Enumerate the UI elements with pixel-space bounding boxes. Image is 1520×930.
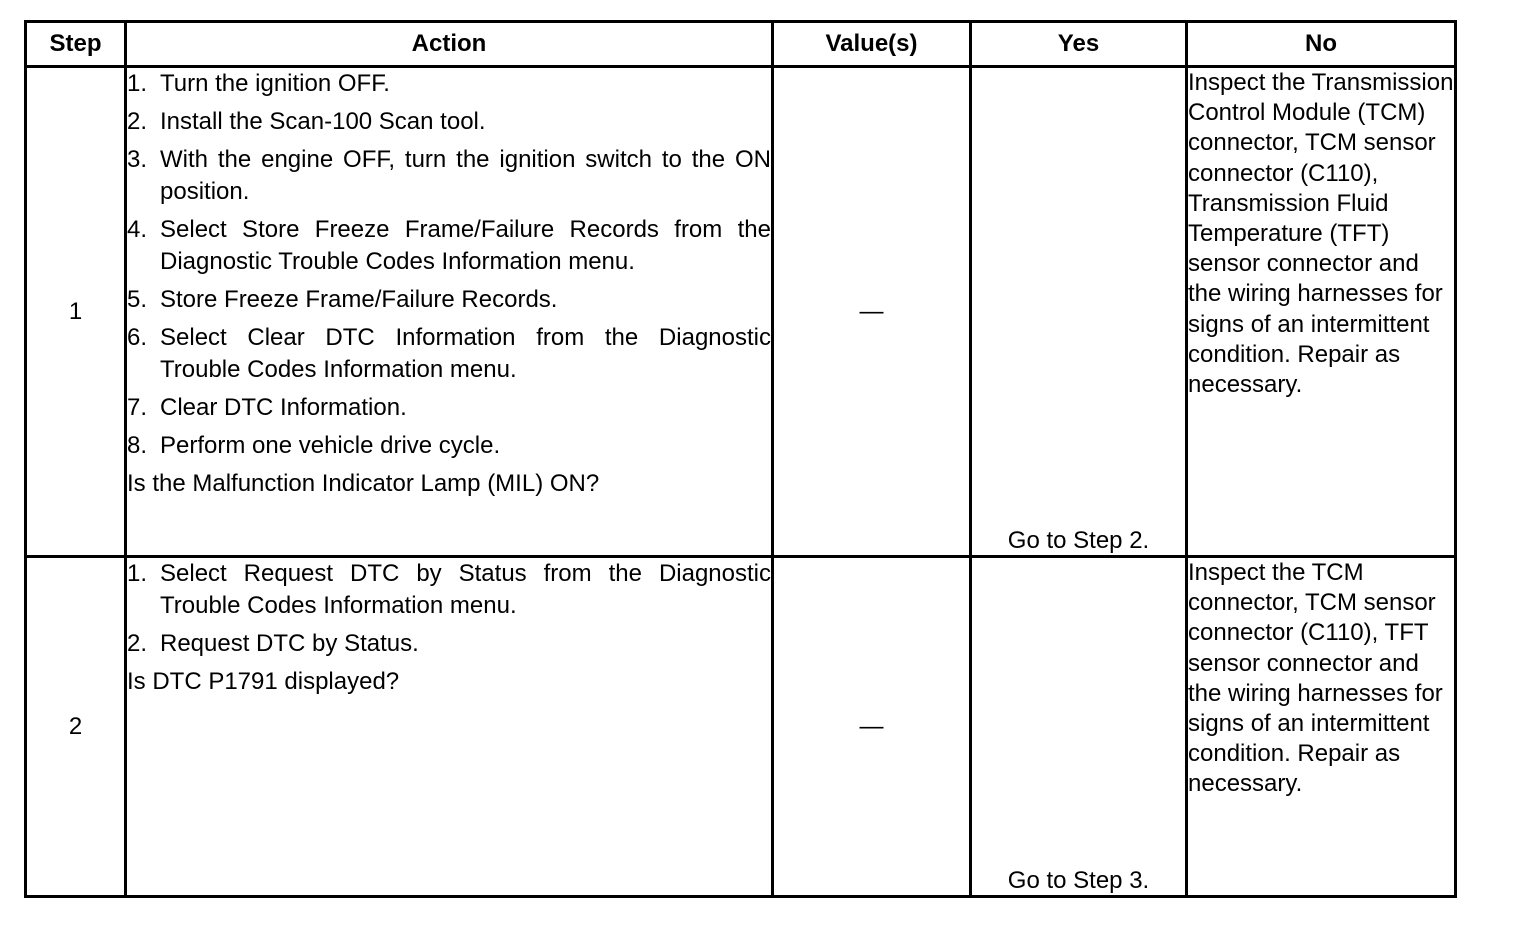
item-text: With the engine OFF, turn the ignition switch to the ON position. — [160, 146, 771, 205]
no-cell: Inspect the Transmission Control Module (TCM) connector, TCM sensor connector (C110), Transmission Fluid Temperature (TFT) sensor connector and the wiring harnesses for signs of an intermittent condition. Repair as necessary. — [1187, 67, 1456, 557]
item-number: 2. — [127, 630, 148, 657]
table-row — [26, 67, 1456, 557]
item-text: Perform one vehicle drive cycle. — [160, 432, 501, 459]
header-step: Step — [26, 22, 126, 67]
no-cell: Inspect the TCM connector, TCM sensor connector (C110), TFT sensor connector and the wiring harnesses for signs of an intermittent condition. Repair as necessary. — [1187, 557, 1456, 897]
list-item — [127, 628, 771, 660]
list-item — [127, 284, 771, 316]
question-text: Is the Malfunction Indicator Lamp (MIL) ON? — [127, 470, 600, 497]
yes-cell: Go to Step 3. — [971, 557, 1187, 897]
header-yes: Yes — [971, 22, 1187, 67]
step-number: 1 — [26, 67, 126, 557]
item-number: 2. — [127, 108, 148, 135]
action-list — [127, 558, 771, 660]
item-number: 7. — [127, 394, 148, 421]
item-number: 6. — [127, 324, 148, 351]
list-item — [127, 322, 771, 386]
item-text: Select Clear DTC Information from the Diagnostic Trouble Codes Information menu. — [160, 324, 771, 383]
step-number: 2 — [26, 557, 126, 897]
action-list — [127, 68, 771, 462]
action-cell — [126, 557, 773, 897]
item-text: Request DTC by Status. — [160, 630, 419, 657]
list-item — [127, 68, 771, 100]
item-text: Select Store Freeze Frame/Failure Records from the Diagnostic Trouble Codes Information menu. — [160, 216, 771, 275]
header-action: Action — [126, 22, 773, 67]
table-row — [26, 557, 1456, 897]
header-values: Value(s) — [773, 22, 971, 67]
item-number: 1. — [127, 70, 148, 97]
item-number: 3. — [127, 146, 148, 173]
diagnostic-table — [24, 20, 1457, 898]
list-item — [127, 392, 771, 424]
item-text: Turn the ignition OFF. — [160, 70, 390, 97]
header-no: No — [1187, 22, 1456, 67]
item-text: Clear DTC Information. — [160, 394, 407, 421]
item-number: 8. — [127, 432, 148, 459]
action-cell — [126, 67, 773, 557]
item-text: Store Freeze Frame/Failure Records. — [160, 286, 558, 313]
value-cell: — — [773, 67, 971, 557]
list-item — [127, 144, 771, 208]
question-text: Is DTC P1791 displayed? — [127, 668, 400, 695]
list-item — [127, 430, 771, 462]
list-item — [127, 214, 771, 278]
yes-cell: Go to Step 2. — [971, 67, 1187, 557]
list-item — [127, 106, 771, 138]
item-text: Install the Scan-100 Scan tool. — [160, 108, 486, 135]
value-cell: — — [773, 557, 971, 897]
list-item — [127, 558, 771, 622]
item-number: 1. — [127, 560, 148, 587]
item-number: 5. — [127, 286, 148, 313]
header-row — [26, 22, 1456, 67]
item-text: Select Request DTC by Status from the Diagnostic Trouble Codes Information menu. — [160, 560, 771, 619]
item-number: 4. — [127, 216, 148, 243]
